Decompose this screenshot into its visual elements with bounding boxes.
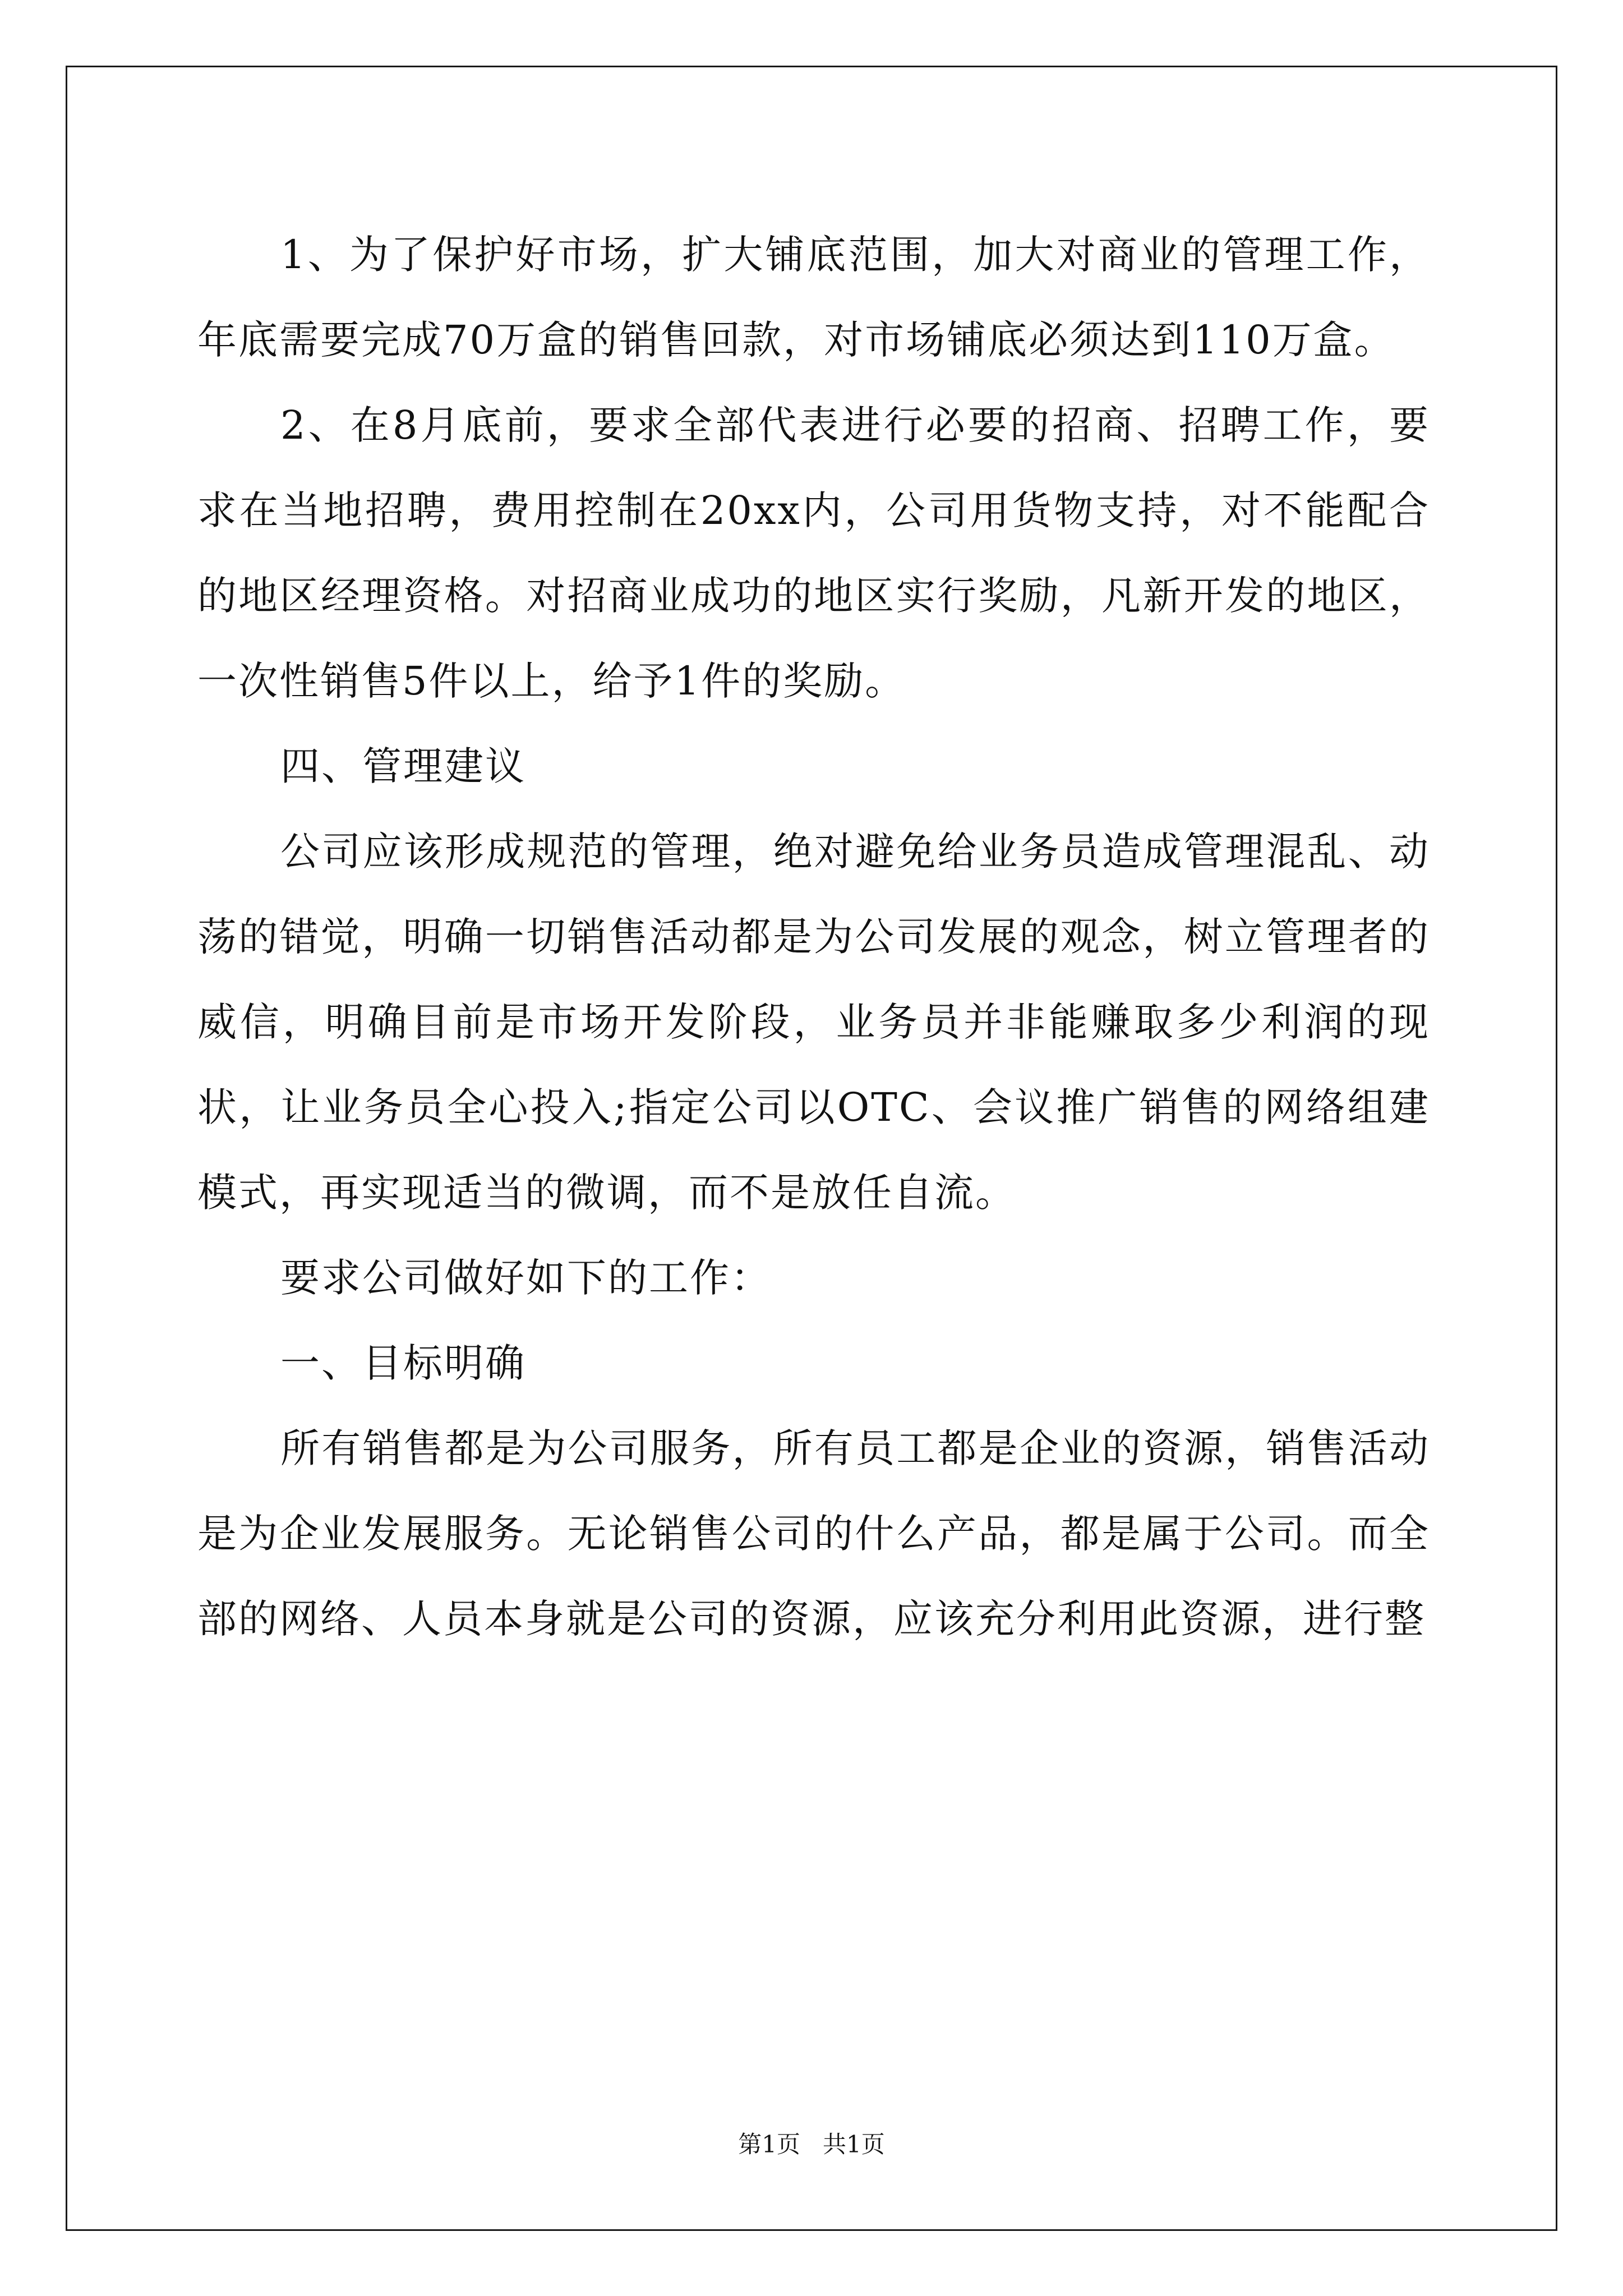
paragraph-4: 要求公司做好如下的工作： — [280, 1255, 772, 1301]
document-body — [197, 212, 1430, 1662]
page-footer — [0, 2126, 1623, 2160]
section-heading-clear-goals: 一、目标明确 — [280, 1340, 526, 1386]
page-total: 共1页 — [823, 2131, 885, 2158]
section-heading-management-advice: 四、管理建议 — [280, 743, 526, 789]
page-number: 第1页 — [738, 2131, 800, 2158]
paragraph-5: 所有销售都是为公司服务，所有员工都是企业的资源，销售活动是为企业发展服务。无论销售公司的什么产品，都是属于公司。而全部的网络、人员本身就是公司的资源，应该充分利用此资源，进行整 — [197, 1425, 1430, 1642]
paragraph-1: 1、为了保护好市场，扩大铺底范围，加大对商业的管理工作，年底需要完成70万盒的销售回款，对市场铺底必须达到110万盒。 — [197, 232, 1430, 363]
paragraph-3: 公司应该形成规范的管理，绝对避免给业务员造成管理混乱、动荡的错觉，明确一切销售活动都是为公司发展的观念，树立管理者的威信，明确目前是市场开发阶段，业务员并非能赚取多少利润的现状，让业务员全心投入;指定公司以OTC、会议推广销售的网络组建模式，再实现适当的微调，而不是放任自流。 — [197, 829, 1430, 1216]
paragraph-2: 2、在8月底前，要求全部代表进行必要的招商、招聘工作，要求在当地招聘，费用控制在20xx内，公司用货物支持，对不能配合的地区经理资格。对招商业成功的地区实行奖励，凡新开发的地区，一次性销售5件以上，给予1件的奖励。 — [197, 402, 1430, 704]
